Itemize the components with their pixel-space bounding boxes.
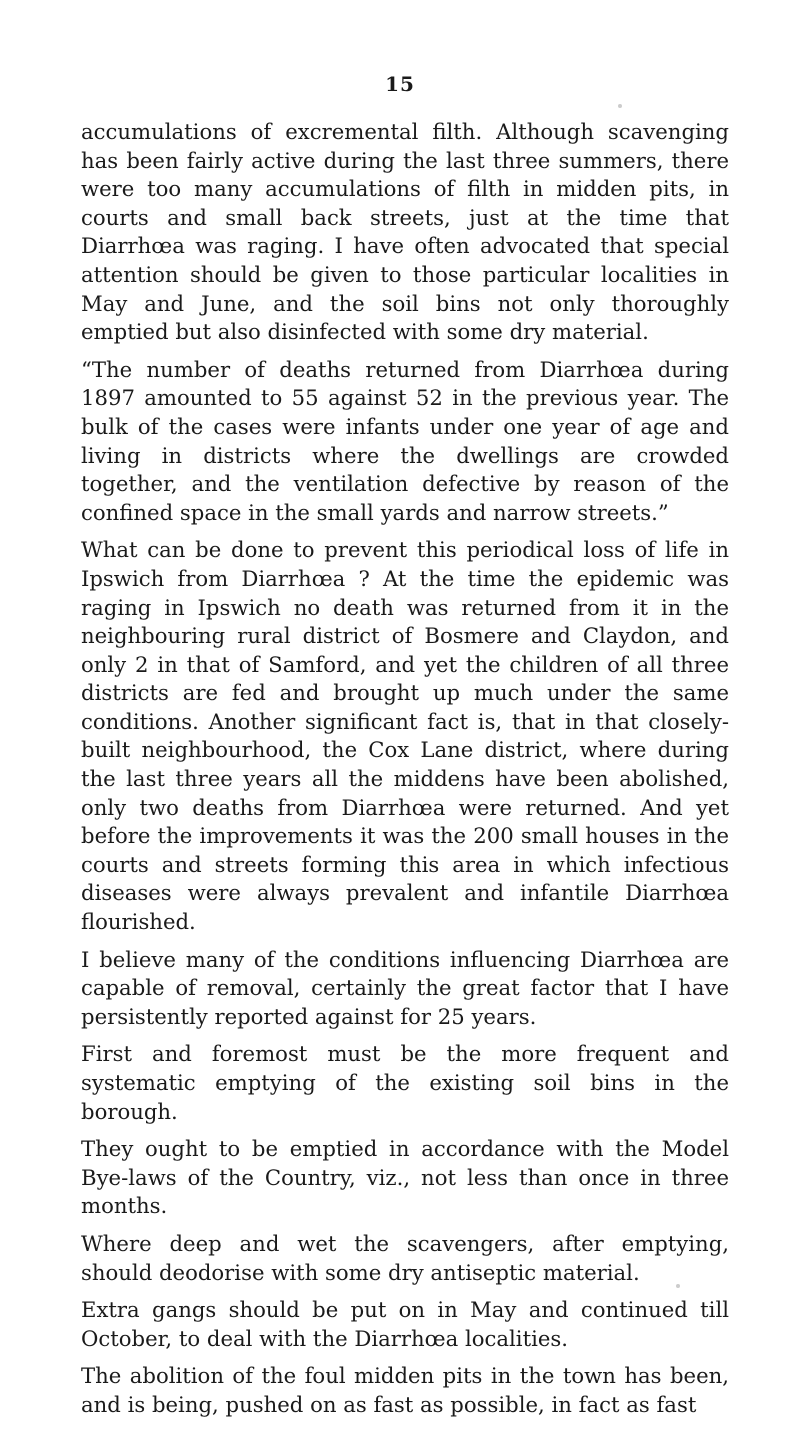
paragraph-conditions: I believe many of the conditions influencing Diarrhœa are capable of removal, certainly the great factor that I have persistently reported against for 25 years. xyxy=(81,946,729,1029)
paragraph-abolition: The abolition of the foul midden pits in the town has been, and is being, pushed on as fast as possible, in fact as fast xyxy=(81,1363,729,1417)
paper-speck xyxy=(618,104,622,108)
paragraph-continuation: accumulations of excremental filth. Although scavenging has been fairly active during the last three summers, there were too many accumulations of filth in midden pits, in courts and small back streets, just at the time that Diarrhœa was raging. I have often advocated that special attention should be given to those particular localities in May and June, and the soil bins not only thoroughly emptied but also disinfected with some dry material. xyxy=(81,119,729,345)
paragraph-first-measure: First and foremost must be the more frequent and systematic emptying of the existing soil bins in the borough. xyxy=(81,1041,729,1124)
paragraph-model-bye-laws: They ought to be emptied in accordance with the Model Bye-laws of the Country, viz., not less than once in three months. xyxy=(81,1136,729,1219)
page-number: 15 xyxy=(385,72,415,96)
paragraph-quotation: “The number of deaths returned from Diarrhœa during 1897 amounted to 55 against 52 in the previous year. The bulk of the cases were infants under one year of age and living in districts where the dwellings are crowded together, and the ventilation defective by reason of the confined space in the small yards and narrow streets.” xyxy=(81,356,729,525)
body-text xyxy=(81,118,729,1429)
paragraph-prevention-question: What can be done to prevent this periodical loss of life in Ipswich from Diarrhœa ? At the time the epidemic was raging in Ipswich no death was returned from it in the neighbouring rural district of Bosmere and Claydon, and only 2 in that of Samford, and yet the children of all three districts are fed and brought up much under the same conditions. Another significant fact is, that in that closely-built neighbourhood, the Cox Lane district, where during the last three years all the middens have been abolished, only two deaths from Diarrhœa were returned. And yet before the improvements it was the 200 small houses in the courts and streets forming this area in which infectious diseases were always prevalent and infantile Diarrhœa flourished. xyxy=(81,537,729,935)
paragraph-extra-gangs: Extra gangs should be put on in May and continued till October, to deal with the Diarrhœa localities. xyxy=(81,1297,729,1351)
paragraph-deodorise: Where deep and wet the scavengers, after emptying, should deodorise with some dry antiseptic material. xyxy=(81,1230,729,1285)
paper-speck xyxy=(676,1284,680,1288)
